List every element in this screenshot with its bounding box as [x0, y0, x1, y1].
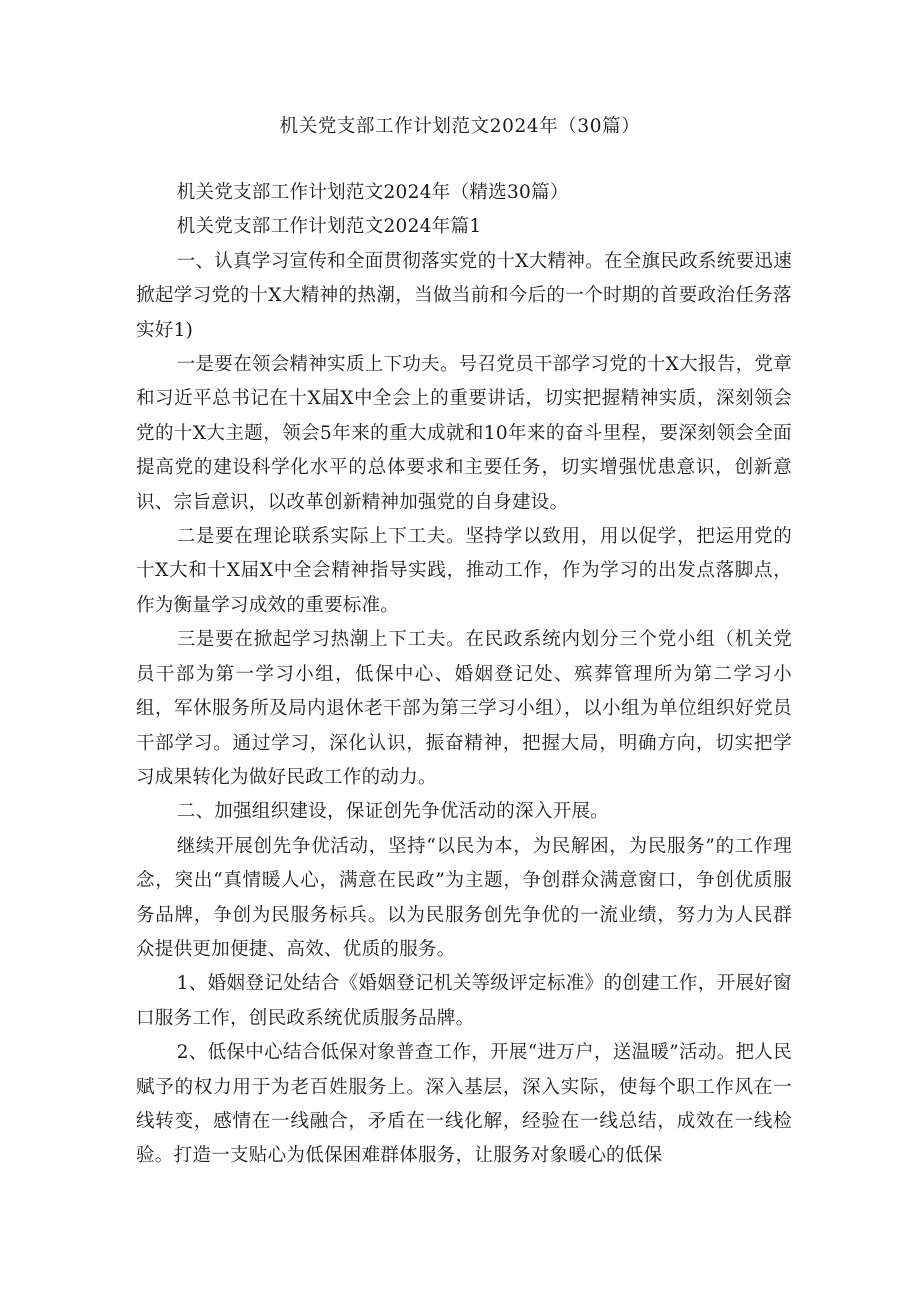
document-body [136, 176, 792, 1174]
paragraph: 二是要在理论联系实际上下工夫。坚持学以致用，用以促学，把运用党的十X大和十X届X中全会精神指导实践，推动工作，作为学习的出发点落脚点，作为衡量学习成效的重要标准。 [136, 526, 792, 616]
paragraph: 三是要在掀起学习热潮上下工夫。在民政系统内划分三个党小组（机关党员干部为第一学习小组，低保中心、婚姻登记处、殡葬管理所为第二学习小组，军休服务所及局内退休老干部为第三学习小组），以小组为单位组织好党员干部学习。通过学习，深化认识，振奋精神，把握大局，明确方向，切实把学习成果转化为做好民政工作的动力。 [136, 629, 792, 788]
paragraph-section-heading: 机关党支部工作计划范文2024年篇1 [176, 216, 482, 238]
paragraph: 1、婚姻登记处结合《婚姻登记机关等级评定标准》的创建工作，开展好窗口服务工作，创民政系统优质服务品牌。 [136, 973, 792, 1029]
paragraph: 一、认真学习宣传和全面贯彻落实党的十X大精神。在全旗民政系统要迅速掀起学习党的十X大精神的热潮，当做当前和今后的一个时期的首要政治任务落实好1) [136, 250, 792, 341]
document-title: 机关党支部工作计划范文2024年（30篇） [279, 116, 641, 137]
paragraph-subtitle: 机关党支部工作计划范文2024年（精选30篇） [176, 182, 569, 203]
paragraph: 继续开展创先争优活动，坚持“以民为本，为民解困，为民服务”的工作理念，突出“真情暖人心，满意在民政”为主题，争创群众满意窗口，争创优质服务品牌，争创为民服务标兵。以为民服务创先争优的一流业绩，努力为人民群众提供更加便捷、高效、优质的服务。 [136, 835, 792, 960]
paragraph: 2、低保中心结合低保对象普查工作，开展“进万户，送温暖”活动。把人民赋予的权力用于为老百姓服务上。深入基层，深入实际，使每个职工作风在一线转变，感情在一线融合，矛盾在一线化解，经验在一线总结，成效在一线检验。打造一支贴心为低保困难群体服务，让服务对象暖心的低保 [136, 1042, 792, 1167]
paragraph: 一是要在领会精神实质上下功夫。号召党员干部学习党的十X大报告，党章和习近平总书记在十X届X中全会上的重要讲话，切实把握精神实质，深刻领会党的十X大主题，领会5年来的重大成就和10年来的奋斗里程，要深刻领会全面提高党的建设科学化水平的总体要求和主要任务，切实增强忧患意识，创新意识、宗旨意识，以改革创新精神加强党的自身建设。 [136, 354, 792, 513]
paragraph: 二、加强组织建设，保证创先争优活动的深入开展。 [176, 801, 610, 823]
